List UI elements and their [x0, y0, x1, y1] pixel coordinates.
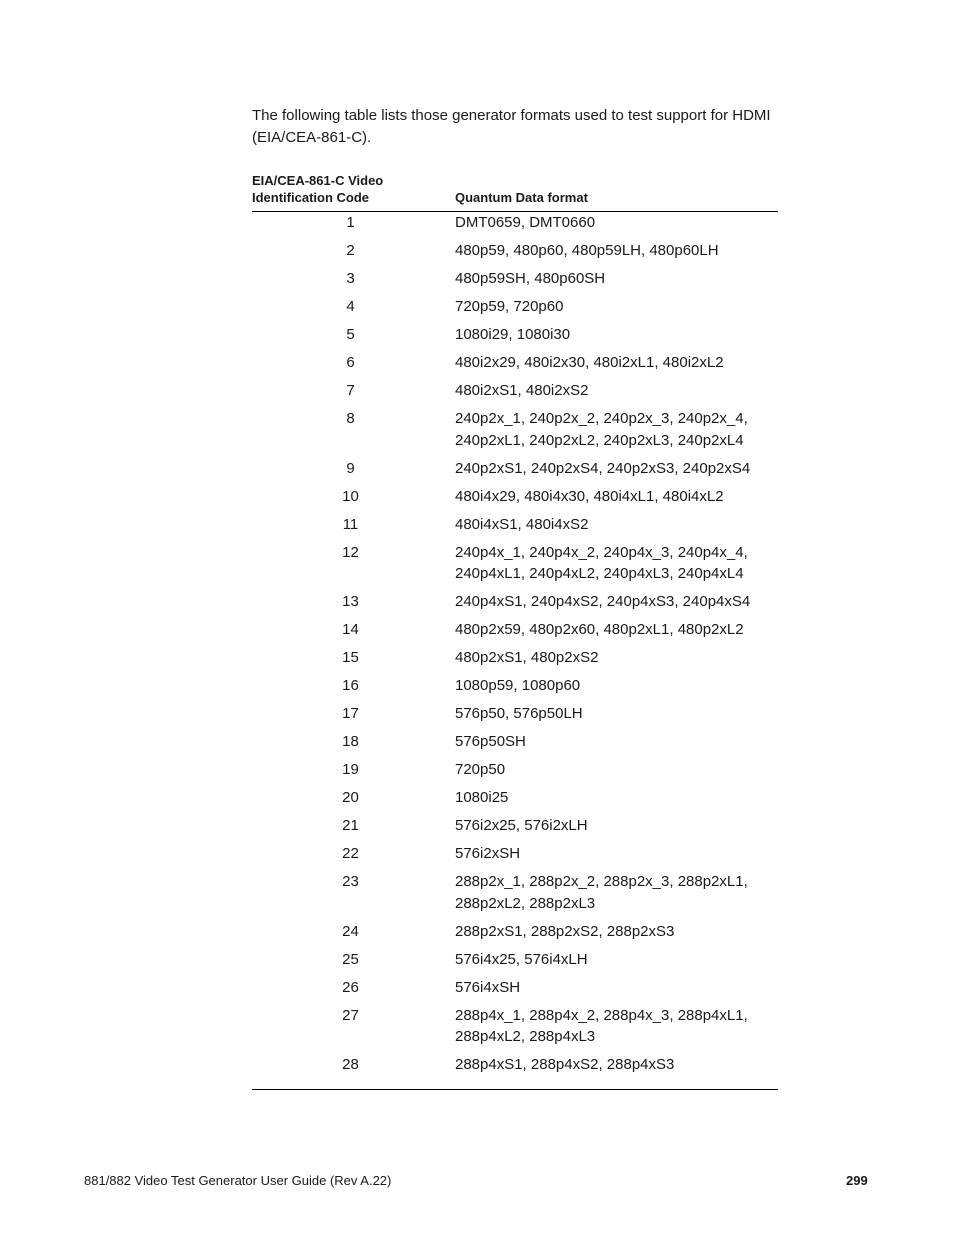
- row-code: 9: [346, 459, 355, 477]
- row-format: [449, 408, 778, 451]
- row-format: [449, 458, 778, 480]
- table-row: [252, 619, 778, 647]
- row-format-line: 576i4xSH: [455, 978, 521, 996]
- row-format-line: 720p50: [455, 761, 506, 778]
- table-row: [252, 921, 778, 949]
- row-format-line: 240p2x_1, 240p2x_2, 240p2x_3, 240p2x_4,: [455, 410, 748, 427]
- row-code: 28: [342, 1056, 359, 1073]
- row-format-line: 720p59, 720p60: [455, 298, 564, 315]
- row-code: 5: [346, 326, 355, 343]
- table-row: [252, 647, 778, 675]
- row-format-line: 1080i29, 1080i30: [455, 326, 571, 343]
- row-format-line: 1080i25: [455, 789, 509, 806]
- row-format-line: 288p4x_1, 288p4x_2, 288p4x_3, 288p4xL1,: [455, 1006, 748, 1024]
- row-format-line: 576i4x25, 576i4xLH: [455, 950, 588, 968]
- row-format: [449, 296, 778, 318]
- header-code-line1: EIA/CEA-861-C Video: [252, 173, 384, 188]
- row-code: 17: [342, 705, 359, 722]
- row-format: [449, 324, 778, 346]
- header-code: [252, 172, 442, 206]
- table-row: [252, 675, 778, 703]
- table-row: [252, 268, 778, 296]
- row-code: 22: [342, 845, 359, 862]
- row-format: [449, 486, 778, 508]
- table-row: [252, 212, 778, 240]
- table-row: [252, 458, 778, 486]
- row-format: [449, 731, 778, 753]
- row-code: 26: [342, 978, 359, 996]
- row-code: 24: [342, 922, 359, 940]
- row-format: [449, 703, 778, 725]
- row-format: [449, 787, 778, 809]
- row-code: 14: [342, 621, 359, 638]
- table-row: [252, 486, 778, 514]
- table-row: [252, 787, 778, 815]
- row-format: [449, 815, 778, 837]
- row-format-line: 288p2xL2, 288p2xL3: [455, 894, 596, 912]
- row-format-line: 240p2xS1, 240p2xS4, 240p2xS3, 240p2xS4: [455, 459, 751, 477]
- row-format-line: 576i2x25, 576i2xLH: [455, 817, 588, 834]
- row-code: 21: [342, 817, 359, 834]
- row-format: [449, 212, 778, 234]
- row-format-line: 288p2x_1, 288p2x_2, 288p2x_3, 288p2xL1,: [455, 873, 748, 890]
- row-format: [449, 542, 778, 585]
- row-code: 6: [346, 354, 355, 371]
- table-row: [252, 380, 778, 408]
- row-format: [449, 240, 778, 262]
- row-format-line: 480i2x29, 480i2x30, 480i2xL1, 480i2xL2: [455, 354, 724, 371]
- row-code: 10: [342, 487, 359, 505]
- table-row: [252, 591, 778, 619]
- table-row: [252, 815, 778, 843]
- row-format: [449, 591, 778, 613]
- row-code: 18: [342, 733, 359, 750]
- table-row: [252, 1054, 778, 1082]
- row-code: 25: [342, 950, 359, 968]
- row-format: [449, 843, 778, 865]
- page-number: 299: [846, 1173, 868, 1188]
- row-code: 20: [342, 789, 359, 806]
- row-format: [449, 759, 778, 781]
- row-format-line: 480p59, 480p60, 480p59LH, 480p60LH: [455, 242, 719, 259]
- row-code: 27: [342, 1006, 359, 1024]
- row-format-line: 288p4xS1, 288p4xS2, 288p4xS3: [455, 1056, 675, 1073]
- row-format: [449, 352, 778, 374]
- table-header: [252, 172, 778, 212]
- row-format: [449, 1054, 778, 1076]
- intro-paragraph: The following table lists those generator formats used to test support for HDMI (EIA/CEA-861-C).: [252, 107, 771, 146]
- row-format-line: 1080p59, 1080p60: [455, 677, 581, 694]
- table-row: [252, 703, 778, 731]
- header-code-line2: Identification Code: [252, 190, 369, 205]
- table-row: [252, 542, 778, 592]
- table-row: [252, 352, 778, 380]
- row-format-line: 480i4xS1, 480i4xS2: [455, 515, 589, 533]
- row-code: 19: [342, 761, 359, 778]
- row-format-line: DMT0659, DMT0660: [455, 214, 596, 231]
- table-row: [252, 977, 778, 1005]
- row-format: [449, 1005, 778, 1048]
- table-row: [252, 408, 778, 458]
- row-format-line: 240p4xS1, 240p4xS2, 240p4xS3, 240p4xS4: [455, 593, 751, 610]
- row-format: [449, 380, 778, 402]
- row-format-line: 480p2xS1, 480p2xS2: [455, 649, 599, 666]
- row-format: [449, 268, 778, 290]
- row-code: 2: [346, 242, 355, 259]
- table-row: [252, 843, 778, 871]
- row-format-line: 576p50SH: [455, 733, 526, 750]
- row-format-line: 288p4xL2, 288p4xL3: [455, 1028, 596, 1045]
- row-format-line: 576p50, 576p50LH: [455, 705, 583, 722]
- table-row: [252, 759, 778, 787]
- table-body: [252, 212, 778, 1090]
- footer-title: 881/882 Video Test Generator User Guide (Rev A.22): [84, 1173, 392, 1188]
- format-table: [252, 172, 778, 1090]
- row-format-line: 576i2xSH: [455, 845, 521, 862]
- table-row: [252, 1005, 778, 1055]
- row-format-line: 240p2xL1, 240p2xL2, 240p2xL3, 240p2xL4: [455, 431, 744, 449]
- table-row: [252, 514, 778, 542]
- row-code: 15: [342, 649, 359, 666]
- row-code: 23: [342, 873, 359, 890]
- row-format: [449, 921, 778, 943]
- row-code: 11: [342, 515, 359, 533]
- row-code: 12: [342, 543, 359, 561]
- row-code: 3: [346, 270, 355, 287]
- row-code: 4: [346, 298, 355, 315]
- table-row: [252, 731, 778, 759]
- row-format: [449, 647, 778, 669]
- row-format-line: 288p2xS1, 288p2xS2, 288p2xS3: [455, 922, 675, 940]
- row-format: [449, 619, 778, 641]
- row-format: [449, 949, 778, 971]
- row-format-line: 240p4xL1, 240p4xL2, 240p4xL3, 240p4xL4: [455, 565, 744, 582]
- row-format-line: 240p4x_1, 240p4x_2, 240p4x_3, 240p4x_4,: [455, 543, 748, 561]
- row-format: [449, 977, 778, 999]
- row-format-line: 480i2xS1, 480i2xS2: [455, 382, 589, 399]
- row-format-line: 480p59SH, 480p60SH: [455, 270, 606, 287]
- table-row: [252, 240, 778, 268]
- row-format-line: 480p2x59, 480p2x60, 480p2xL1, 480p2xL2: [455, 621, 744, 638]
- table-row: [252, 949, 778, 977]
- row-code: 13: [342, 593, 359, 610]
- table-row: [252, 871, 778, 921]
- row-format: [449, 871, 778, 914]
- table-row: [252, 296, 778, 324]
- row-code: 16: [342, 677, 359, 694]
- row-code: 1: [346, 214, 355, 231]
- row-format: [449, 675, 778, 697]
- row-format-line: 480i4x29, 480i4x30, 480i4xL1, 480i4xL2: [455, 487, 724, 505]
- row-code: 7: [346, 382, 355, 399]
- table-row: [252, 324, 778, 352]
- row-code: 8: [346, 410, 355, 427]
- row-format: [449, 514, 778, 536]
- header-format: Quantum Data format: [455, 190, 588, 205]
